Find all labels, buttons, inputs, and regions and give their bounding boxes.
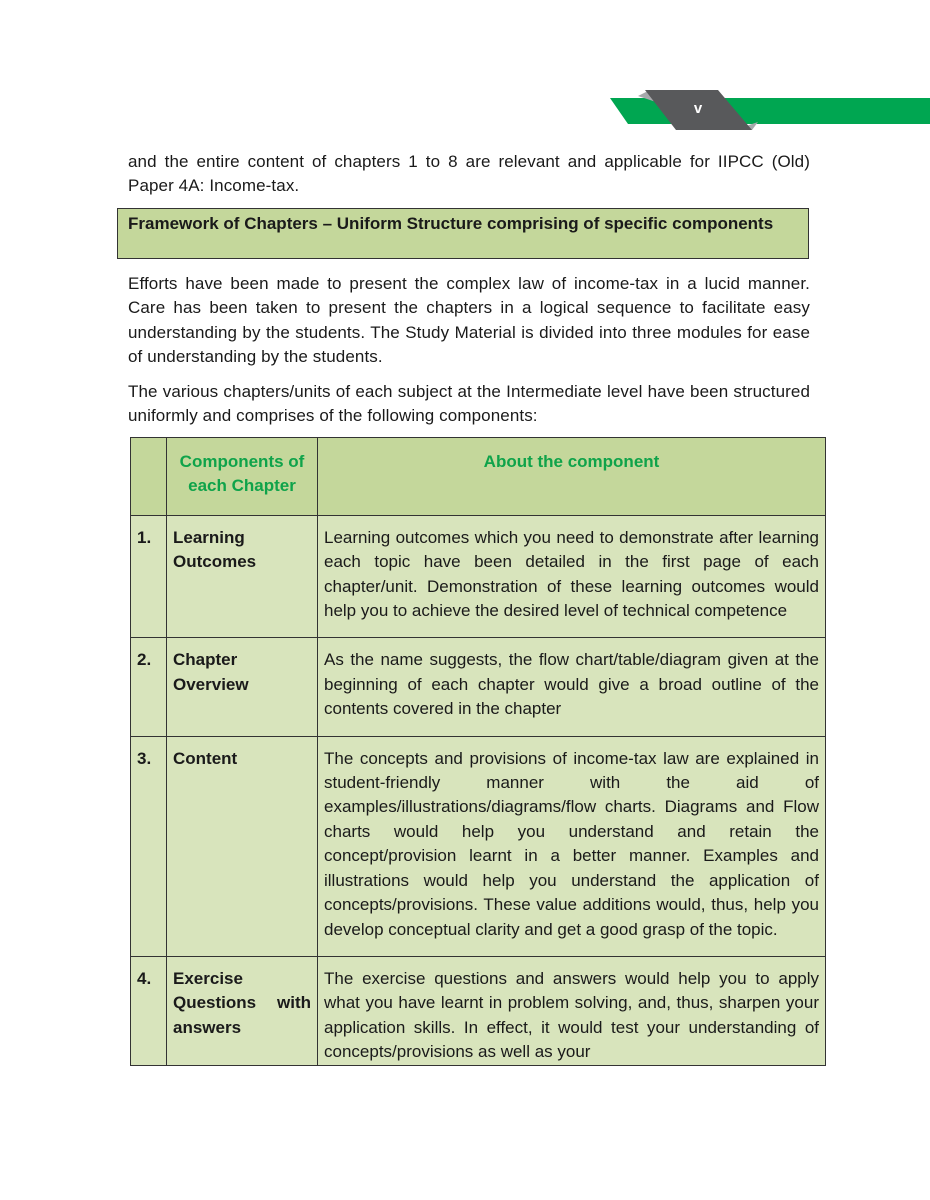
section-heading: Framework of Chapters – Uniform Structure comprising of specific components — [117, 208, 809, 259]
table-header-row — [131, 438, 826, 516]
intro-paragraph: and the entire content of chapters 1 to 8 are relevant and applicable for IIPCC (Old) Paper 4A: Income-tax. — [128, 152, 810, 196]
component-description: The concepts and provisions of income-tax law are explained in student-friendly manner with the aid of examples/illustrations/diagrams/flow charts. Diagrams and Flow charts would help you understand and retain the concept/provision learnt in a better manner. Examples and illustrations would help you understand the application of concepts/provisions. These value additions would, thus, help you develop conceptual clarity and get a good grasp of the topic. — [318, 736, 826, 956]
row-number: 4. — [131, 956, 167, 1065]
component-name: Exercise Questions with answers — [167, 956, 318, 1065]
header-num — [131, 438, 167, 516]
table-row — [131, 956, 826, 1065]
body-paragraph-2: The various chapters/units of each subject at the Intermediate level have been structured uniformly and comprises of the following components: — [128, 382, 810, 426]
header-about: About the component — [318, 438, 826, 516]
table-row — [131, 638, 826, 736]
component-description: As the name suggests, the flow chart/table/diagram given at the beginning of each chapter would give a broad outline of the contents covered in the chapter — [318, 638, 826, 736]
row-number: 1. — [131, 515, 167, 638]
table-row — [131, 515, 826, 638]
component-name: Content — [167, 736, 318, 956]
component-description: The exercise questions and answers would help you to apply what you have learnt in problem solving, and, thus, sharpen your application skills. In effect, it would test your understanding of concepts/provisions as well as your — [318, 956, 826, 1065]
header-components: Components of each Chapter — [167, 438, 318, 516]
row-number: 2. — [131, 638, 167, 736]
page-header-banner — [600, 90, 930, 130]
component-name: Learning Outcomes — [167, 515, 318, 638]
body-paragraph-1: Efforts have been made to present the complex law of income-tax in a lucid manner. Care has been taken to present the chapters in a logical sequence to facilitate easy understanding by the students. The Study Material is divided into three modules for ease of understanding by the students. — [128, 274, 810, 367]
components-table — [130, 437, 826, 1066]
page-number: v — [693, 100, 703, 117]
component-description: Learning outcomes which you need to demonstrate after learning each topic have been detailed in the first page of each chapter/unit. Demonstration of these learning outcomes would help you to achieve the desired level of technical competence — [318, 515, 826, 638]
component-name: Chapter Overview — [167, 638, 318, 736]
table-row — [131, 736, 826, 956]
row-number: 3. — [131, 736, 167, 956]
